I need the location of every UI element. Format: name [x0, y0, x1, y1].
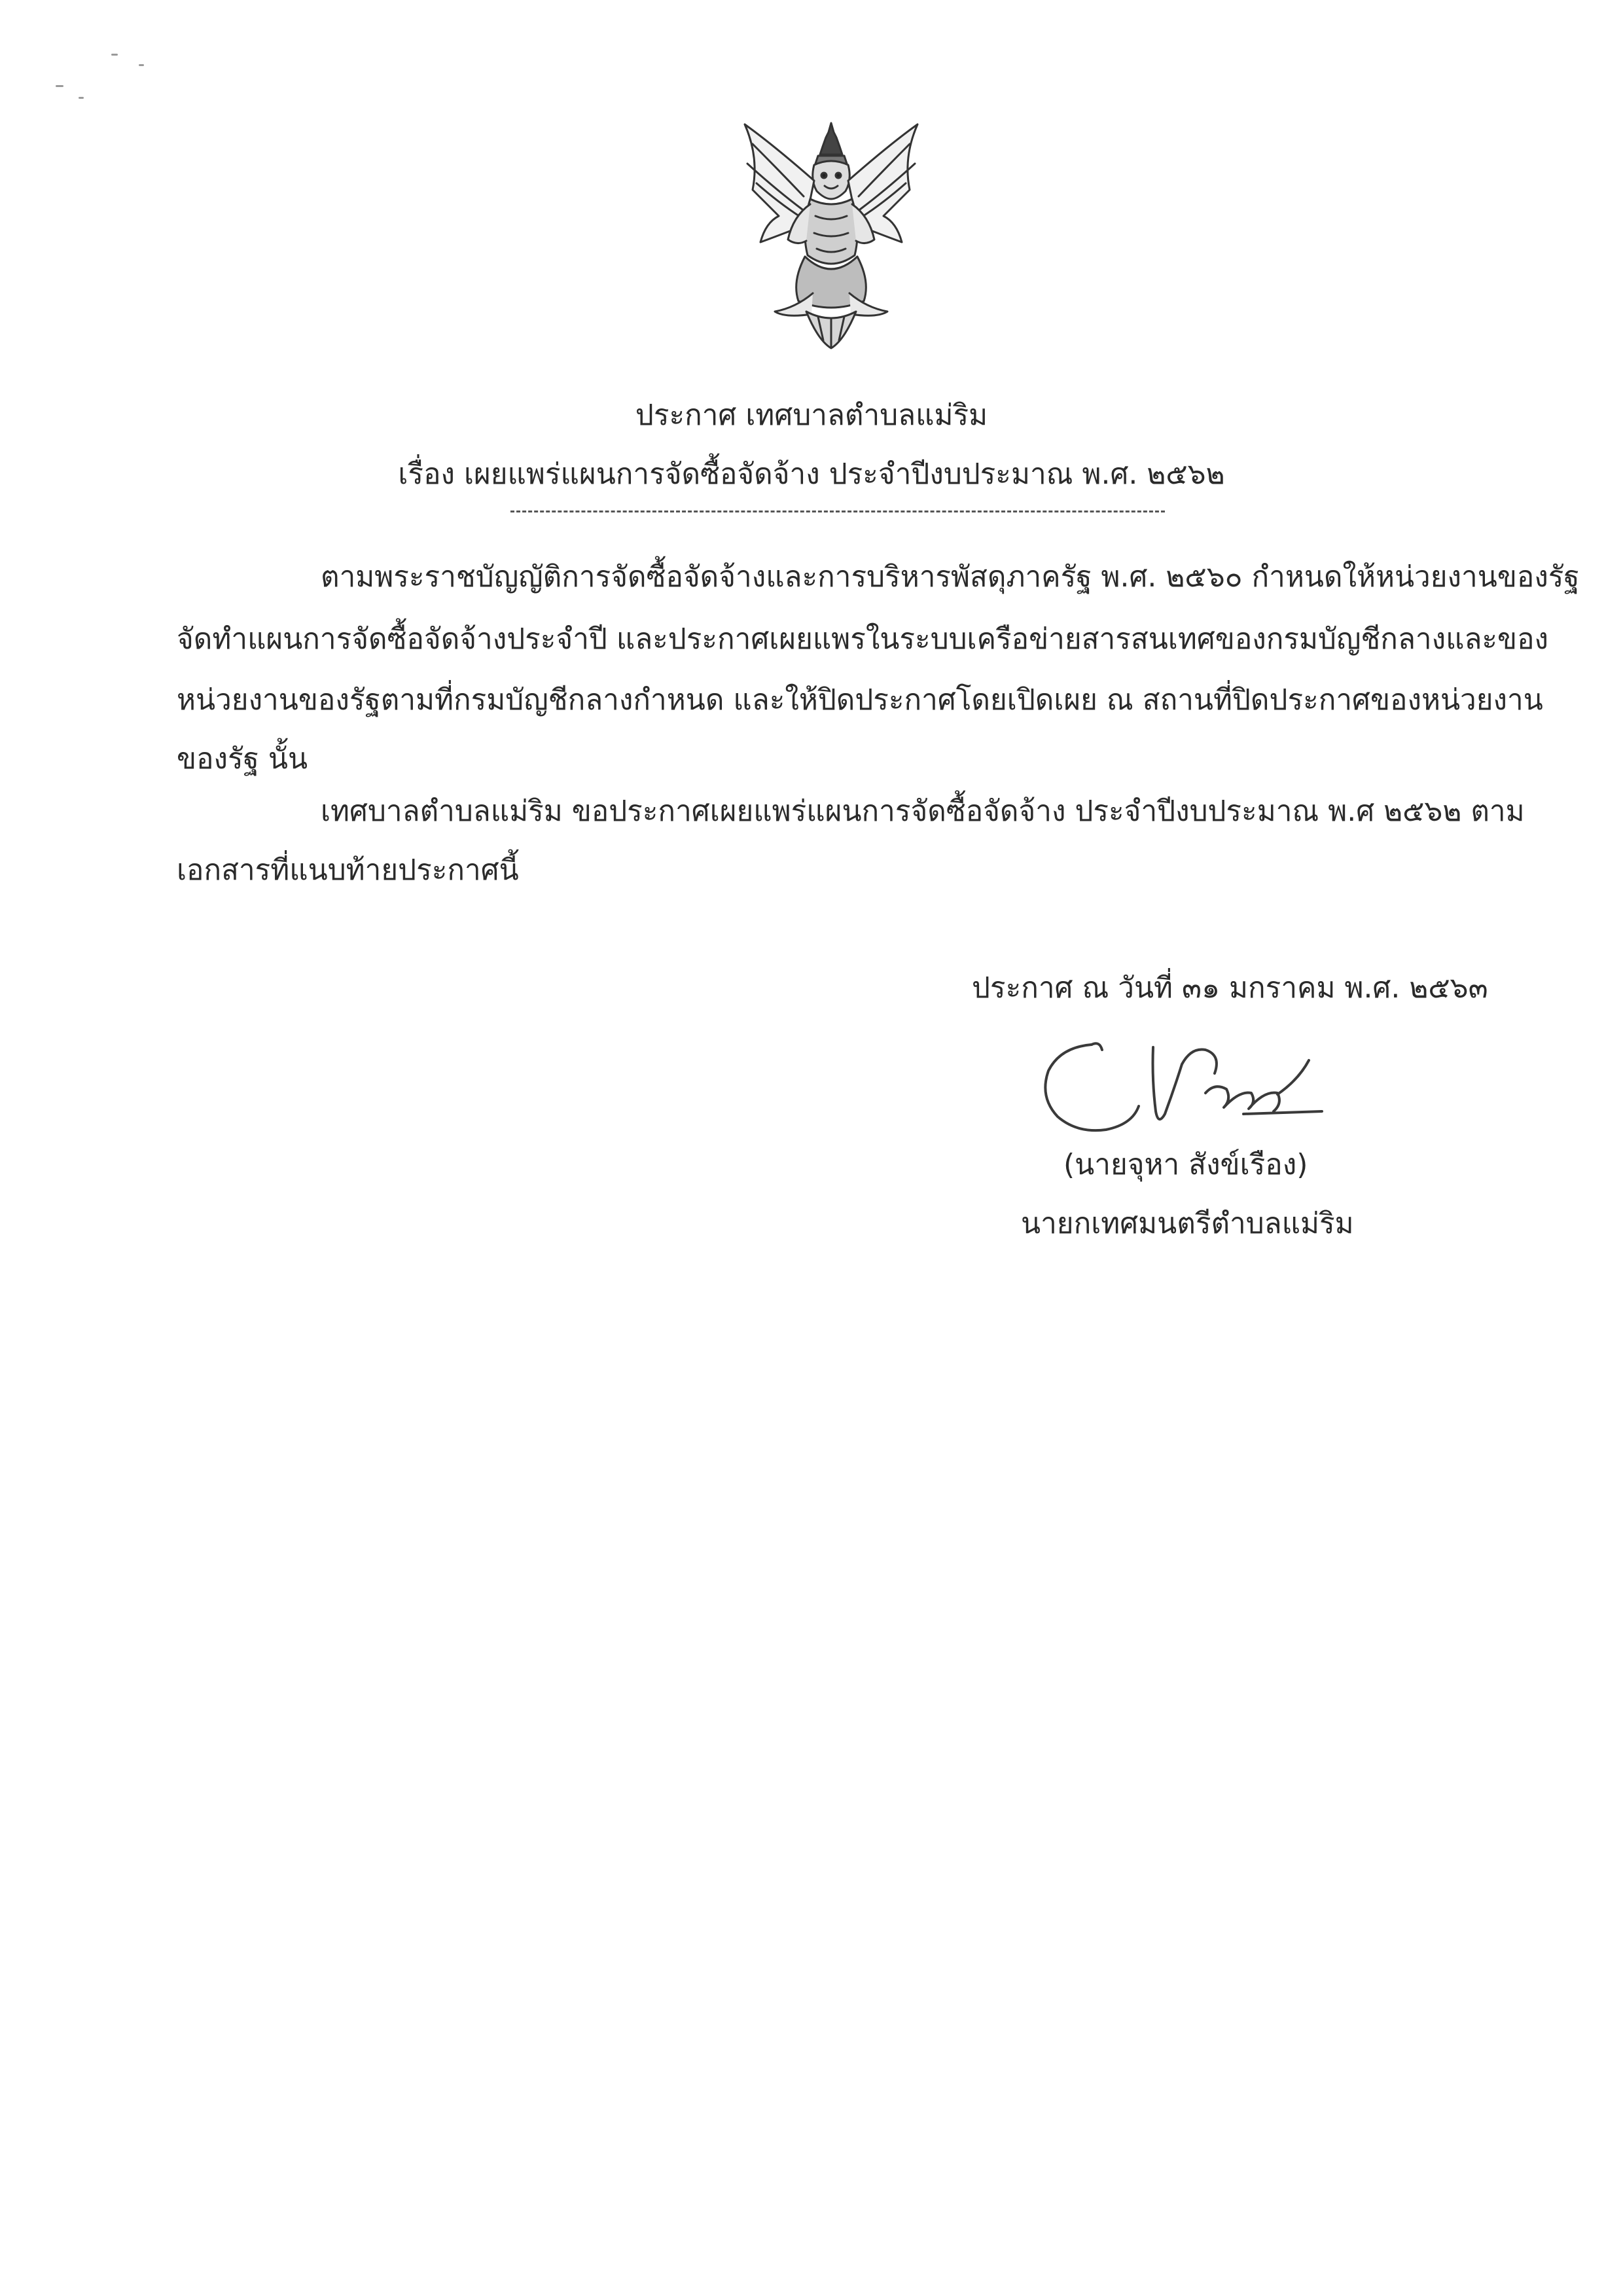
paragraph-1-line-1: ตามพระราชบัญญัติการจัดซื้อจัดจ้างและการบริหารพัสดุภาครัฐ พ.ศ. ๒๕๖๐ กำหนดให้หน่วยงานของรัฐ [321, 560, 1580, 594]
document-title: ประกาศ เทศบาลตำบลแม่ริม [635, 399, 988, 432]
garuda-emblem-icon [733, 118, 929, 353]
scan-speck [111, 54, 118, 56]
paragraph-2-line-1: เทศบาลตำบลแม่ริม ขอประกาศเผยแพร่แผนการจัดซื้อจัดจ้าง ประจำปีงบประมาณ พ.ศ ๒๕๖๒ ตาม [321, 795, 1525, 828]
document-subject: เรื่อง เผยแพร่แผนการจัดซื้อจัดจ้าง ประจำปีงบประมาณ พ.ศ. ๒๕๖๒ [398, 457, 1225, 491]
scan-speck [139, 64, 144, 66]
signer-position: นายกเทศมนตรีตำบลแม่ริม [1021, 1207, 1354, 1240]
paragraph-1-line-3: หน่วยงานของรัฐตามที่กรมบัญชีกลางกำหนด และให้ปิดประกาศโดยเปิดเผย ณ สถานที่ปิดประกาศของหน่วยงาน [177, 683, 1543, 717]
announcement-date: ประกาศ ณ วันที่ ๓๑ มกราคม พ.ศ. ๒๕๖๓ [972, 971, 1488, 1005]
handwritten-signature [1034, 1034, 1335, 1145]
scan-speck [56, 85, 63, 87]
dashed-divider [510, 511, 1165, 512]
paragraph-1-line-2: จัดทำแผนการจัดซื้อจัดจ้างประจำปี และประกาศเผยแพรในระบบเครือข่ายสารสนเทศของกรมบัญชีกลางและของ [177, 622, 1549, 656]
scan-speck [79, 97, 84, 99]
paragraph-1-line-4: ของรัฐ นั้น [177, 742, 308, 776]
signer-name: (นายจุหา สังข์เรือง) [1063, 1148, 1308, 1181]
paragraph-2-line-2: เอกสารที่แนบท้ายประกาศนี้ [177, 853, 519, 887]
